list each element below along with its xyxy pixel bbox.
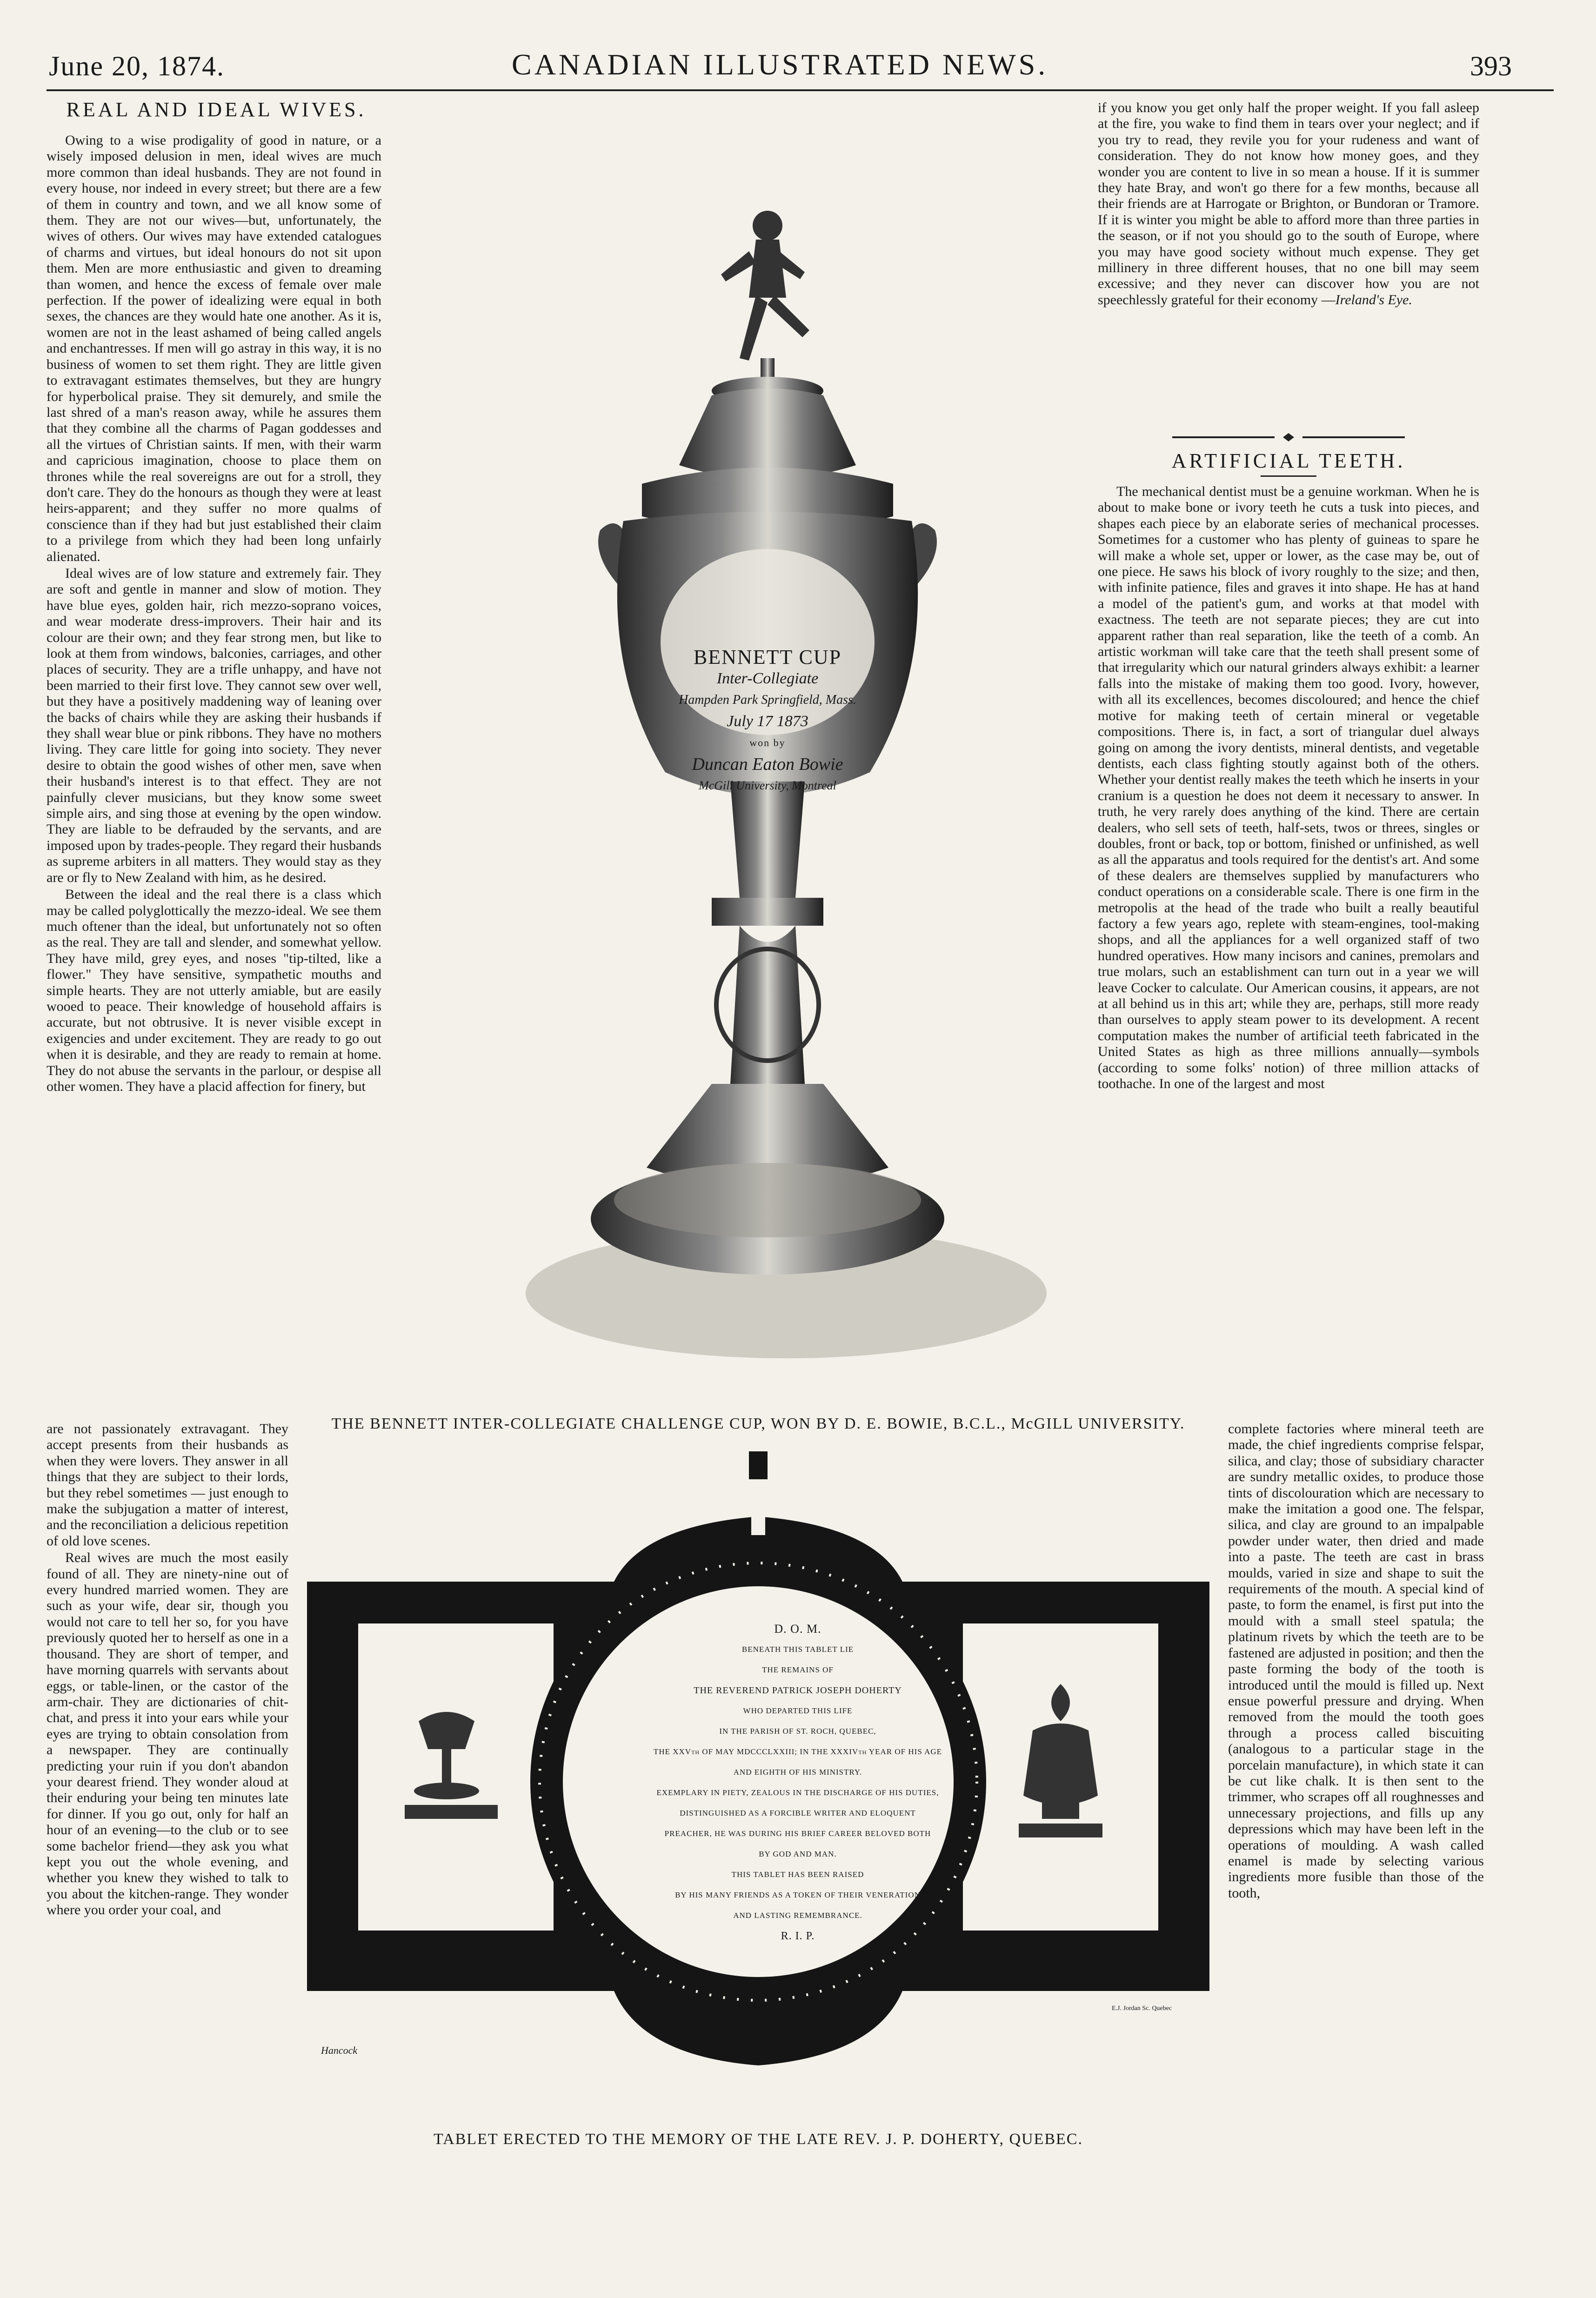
cup-caption: THE BENNETT INTER-COLLEGIATE CHALLENGE CUP, WON BY D. E. BOWIE, B.C.L., McGILL UNIVERSITY. <box>331 1415 1185 1432</box>
article-body-artificial-teeth <box>1098 484 1479 1410</box>
cup-inscription-line: July 17 1873 <box>727 713 808 730</box>
page-number: 393 <box>1470 51 1512 81</box>
paragraph: are not passionately extravagant. They accept presents from their husbands as when they were lovers. They answer in all things that they are subject to their lords, but they rebel sometimes — just enough to make the subjugation a matter of interest, and the reconciliation a delicious repetition of old love scenes. <box>47 1421 288 1549</box>
tablet-line: AND EIGHTH OF HIS MINISTRY. <box>733 1768 862 1777</box>
article-title-artificial-teeth: ARTIFICIAL TEETH. <box>1171 449 1406 472</box>
tablet-line: AND LASTING REMEMBRANCE. <box>733 1911 862 1920</box>
cup-inscription-line: BENNETT CUP <box>693 646 842 668</box>
article-body-teeth-continued <box>1228 1421 1484 2147</box>
tablet-caption: TABLET ERECTED TO THE MEMORY OF THE LATE REV. J. P. DOHERTY, QUEBEC. <box>434 2131 1083 2148</box>
tablet-line: D. O. M. <box>774 1622 821 1636</box>
cup-inscription-line: won by <box>749 737 786 748</box>
engraver-signature: Hancock <box>321 2044 358 2056</box>
crucifix-icon-outline <box>749 1451 768 1479</box>
engraver-credit: E.J. Jordan Sc. Quebec <box>1112 2005 1172 2012</box>
paragraph: The mechanical dentist must be a genuine workman. When he is about to make bone or ivory teeth he cuts a tusk into pieces, and shapes each piece by an elaborate series of mechanical processes. Sometimes for a customer who has plenty of guineas to spare he will make a whole set, upper or lower, as the case may be, out of one piece. He saws his block of ivory roughly to the size; and then, with infinite patience, files and graves it into shape. He has at hand a model of the patient's gum, and works at that model with exactness. The teeth are not separate pieces; they are cut into apparent rather than real separation, like the teeth of a comb. An artistic workman will take care that the teeth shall present some of that irregularity which our natural grinders always exhibit: a learner falls into the mistake of making them too good. Ivory, however, with all its excellences, becomes discoloured; and hence the chief motive for making teeth of certain mineral or vegetable compositions. There is, in fact, a sort of triangular duel always going on among the ivory dentists, mineral dentists, and vegetable dentists, each class fighting stoutly against both of the others. Whether your dentist really makes the teeth which he inserts in your cranium is a question he does not deem it necessary to answer. In truth, he very rarely does anything of the kind. There are certain dealers, who sell sets of teeth, half-sets, twos or threes, singles or doubles, front or back, top or bottom, finished or unfinished, as well as all the apparatus and tools required for the dentist's art. And some of these dealers are themselves supplied by manufacturers who conduct operations on a considerable scale. There is one firm in the metropolis at the head of the trade who built a really beautiful factory a few years ago, replete with steam-engines, tool-making shops, and all the appliances for a well organized staff of two hundred operatives. How many incisors and canines, premolars and true molars, such an establishment can turn out in a year we will leave Cocker to calculate. Our American cousins, it appears, are not at all behind us in this art; while they are, perhaps, still more ready than ourselves to apply steam power to its development. A recent computation makes the number of artificial teeth fabricated in the United States as high as three millions annually—symbols (according to some folks' notion) of three million attacks of toothache. In one of the largest and most <box>1098 484 1479 1092</box>
article-body-real-ideal-wives <box>47 133 381 1412</box>
tablet-line: BY HIS MANY FRIENDS AS A TOKEN OF THEIR VENERATION <box>675 1891 921 1899</box>
cup-inscription-line: Inter-Collegiate <box>716 670 819 687</box>
paragraph: if you know you get only half the proper weight. If you fall asleep at the fire, you wake to find them in tears over your neglect; and if you try to read, they revile you for your rudeness and want of consideration. They do not know how money goes, and they wonder you are content to live in so mean a house. If it is summer they hate Bray, and won't go there for a few months, because all their friends are at Harrogate or Brighton, or Bundoran or Tramore. If it is winter you might be able to afford more than three parties in the season, or if not you should go to the south of Europe, where you may have good society without much expense. They get millinery in three different houses, that no one bill may seem excessive; and they never can discover how you are not speechlessly grateful for their economy —Ireland's Eye. <box>1098 100 1479 307</box>
paragraph: Ideal wives are of low stature and extremely fair. They are soft and gentle in manner and slow of motion. They have blue eyes, golden hair, rich mezzo-soprano voices, and wear moderate dress-improvers. Their hair and its colour are their own; and they fear strong men, but like to look at them from windows, balconies, carriages, and other places of security. They are a trifle unhappy, and have not been married to their first love. They cannot sew over well, but they have a positively maddening way of leaning over the backs of chairs while they are asking their husbands if they shall wear blue or pink ribbons. They have no mothers living. They care little for going into society. They never desire to obtain the good wishes of other men, save when their husband's interest is to that effect. They are not painfully clever musicians, but they know some sweet simple airs, and sing those at evening by the open window. They are liable to be defrauded by the servants, and are imposed upon by trades-people. They regard their husbands as supreme arbiters in all matters. They would stay as they are or fly to New Zealand with him, as he desired. <box>47 565 381 885</box>
paragraph: complete factories where mineral teeth are made, the chief ingredients comprise felspar, silica, and clay; those of subsidiary character are sundry metallic oxides, to produce those tints of discolouration which are necessary to make the imitation a good one. The felspar, silica, and clay are ground to an impalpable powder under water, then dried and made into a paste. The teeth are cast in brass moulds, varied in size and shape to suit the requirements of the mouth. A special kind of paste, to form the enamel, is first put into the mould with a small steel spatula; the platinum rivets by which the teeth are to be fastened are adjusted in position; and then the paste forming the body of the tooth is introduced until the mould is filled up. Next ensue powerful pressure and drying. When removed from the mould the tooth goes through a process called biscuiting (analogous to a particular stage in the porcelain manufacture), in which state it can be cut like chalk. It is then sent to the trimmer, who scrapes off all roughnesses and unnecessary projections, and fills up any depressions which may have been left in the operations of moulding. A wash called enamel is made by selecting various ingredients more fusible than those of the tooth, <box>1228 1421 1484 1901</box>
tablet-line: R. I. P. <box>781 1930 815 1942</box>
masthead-title: CANADIAN ILLUSTRATED NEWS. <box>512 48 1048 81</box>
paragraph: Owing to a wise prodigality of good in nature, or a wisely imposed delusion in men, ideal wives are much more common than ideal husbands. They are not found in every house, nor indeed in every street; but there are a few of them in country and town, and we all know some of them. They are not our wives—but, unfortunately, the wives of others. Our wives may have extended catalogues of charms and virtues, but ideal honours do not sit upon them. Men are more enthusiastic and given to dreaming than women, and hence the excess of female over male perfection. If the power of idealizing were equal in both sexes, the chances are they would hate one another. As it is, women are not in the least ashamed of being called angels and enchantresses. If men will go astray in this way, it is no business of women to set them right. They are little given to extravagant estimates themselves, but they are hungry for hyperbolical praise. They sit demurely, and smile the last shred of a man's reason away, while he assures them that they combine all the charms of Pagan goddesses and all the virtues of Christian saints. If men, with their warm and capricious imagination, choose to place them on thrones while the real sovereigns are out for a stroll, they don't care. They do the honours as though they were at least heirs-apparent; and they suffer no more qualms of conscience than if they had but just established their claim to a privilege from which they had been long unfairly alienated. <box>47 133 381 564</box>
tablet-line: EXEMPLARY IN PIETY, ZEALOUS IN THE DISCHARGE OF HIS DUTIES, <box>656 1788 939 1797</box>
cup-inscription-line: McGill University, Montreal <box>699 779 836 792</box>
tablet-line: THE XXVth OF MAY MDCCCLXXIII; IN THE XXXIVth YEAR OF HIS AGE <box>653 1747 942 1756</box>
tablet-line: THE REVEREND PATRICK JOSEPH DOHERTY <box>694 1685 902 1696</box>
tablet-line: WHO DEPARTED THIS LIFE <box>743 1706 853 1715</box>
cup-inscription-line: Duncan Eaton Bowie <box>692 755 843 774</box>
paragraph: Real wives are much the most easily found of all. They are ninety-nine out of every hundred married women. They are such as your wife, dear sir, though you would not care to tell her so, for you have previously quoted her to herself as one in a thousand. They are short of temper, and have morning quarrels with servants about eggs, or table-linen, or the castor of the arm-chair. They are dictionaries of chit-chat, and press it into your ears while your eyes are trying to obtain consolation from a newspaper. They are continually predicting your ruin if you don't abandon your dearest friend. They wonder aloud at their enduring your being ten minutes late for dinner. If you go out, only for half an hour of an evening—to the club or to see some bachelor friend—they ask you what kept you out the whole evening, and whether you knew they wished to talk to you about the kitchen-range. They wonder where you order your coal, and <box>47 1550 288 1918</box>
tablet-line: BENEATH THIS TABLET LIE <box>741 1645 854 1654</box>
article-title-real-ideal-wives: REAL AND IDEAL WIVES. <box>66 98 367 121</box>
header-rule <box>47 89 1554 91</box>
header-date: June 20, 1874. <box>49 51 225 81</box>
tablet-line: IN THE PARISH OF ST. ROCH, QUEBEC, <box>719 1727 876 1736</box>
tablet-inscription <box>563 1619 1033 1946</box>
ornamental-divider <box>1163 430 1414 444</box>
article-continued-ideal-wives <box>1098 100 1479 421</box>
paragraph: Between the ideal and the real there is a class which may be called polyglottically the mezzo-ideal. We see them much oftener than the ideal, but unfortunately not so often as the real. They are tall and slender, and somewhat yellow. They have mild, grey eyes, and noses "tip-tilted, like a flower." They have sensitive, sympathetic mouths and simple hearts. They are not utterly amiable, but are easily wooed to peace. Their knowledge of household affairs is accurate, but not obtrusive. It is never visible except in exigencies and under excitement. They are ready to go out when it is desirable, and they are ready to remain at home. They do not abuse the servants in the parlour, or despise all other women. They have a placid affection for finery, but <box>47 887 381 1094</box>
tablet-line: DISTINGUISHED AS A FORCIBLE WRITER AND ELOQUENT <box>680 1809 916 1817</box>
tablet-line: PREACHER, HE WAS DURING HIS BRIEF CAREER BELOVED BOTH <box>664 1829 931 1838</box>
tablet-line: THIS TABLET HAS BEEN RAISED <box>731 1870 864 1879</box>
tablet-line: BY GOD AND MAN. <box>759 1850 837 1858</box>
runner-figurine <box>721 211 809 361</box>
title-underline <box>1261 475 1316 477</box>
article-body-continued <box>47 1421 288 2147</box>
tablet-line: THE REMAINS OF <box>762 1665 834 1674</box>
cup-inscription-line: Hampden Park Springfield, Mass. <box>679 693 856 707</box>
cup-inscription <box>651 647 884 796</box>
source-credit: Ireland's Eye. <box>1335 292 1412 307</box>
